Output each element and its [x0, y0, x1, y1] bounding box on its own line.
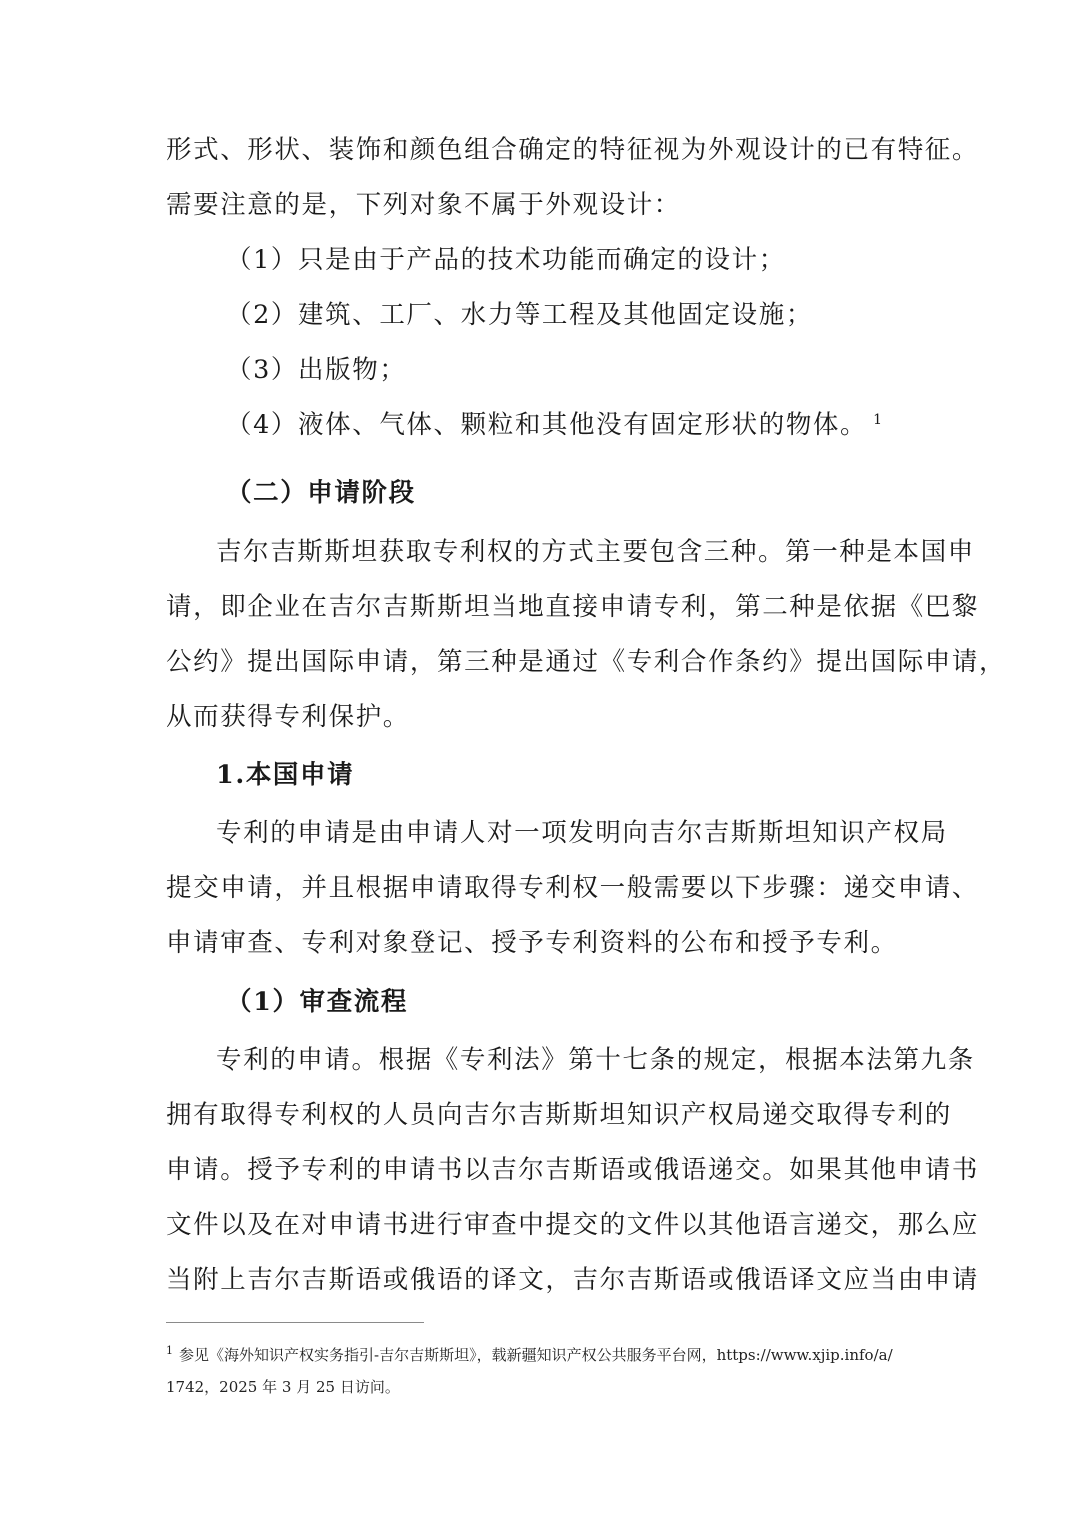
- paragraph-line: 请，即企业在吉尔吉斯斯坦当地直接申请专利，第二种是依据《巴黎: [166, 592, 980, 622]
- paragraph-line: 专利的申请。根据《专利法》第十七条的规定，根据本法第九条: [216, 1045, 975, 1075]
- paragraph-line: 当附上吉尔吉斯语或俄语的译文，吉尔吉斯语或俄语译文应当由申请: [166, 1265, 980, 1295]
- list-item: （3）出版物；: [226, 355, 407, 385]
- list-item-text: （4）液体、气体、颗粒和其他没有固定形状的物体。: [226, 410, 868, 440]
- paragraph-line: 形式、形状、装饰和颜色组合确定的特征视为外观设计的已有特征。: [166, 135, 980, 165]
- footnote-text: 参见《海外知识产权实务指引-吉尔吉斯斯坦》，载新疆知识产权公共服务平台网，https://www.xjip.info/a/: [179, 1346, 893, 1364]
- paragraph-line: 申请审查、专利对象登记、授予专利资料的公布和授予专利。: [166, 928, 898, 958]
- subsection-heading: （1）审查流程: [226, 987, 408, 1017]
- section-heading: （二）申请阶段: [226, 478, 416, 508]
- paragraph-line: 需要注意的是，下列对象不属于外观设计：: [166, 190, 681, 220]
- footnote-line: 1742，2025 年 3 月 25 日访问。: [166, 1378, 400, 1396]
- paragraph-line: 公约》提出国际申请，第三种是通过《专利合作条约》提出国际申请，: [166, 647, 1007, 677]
- footnote-reference: 1: [873, 411, 884, 428]
- paragraph-line: 专利的申请是由申请人对一项发明向吉尔吉斯斯坦知识产权局: [216, 818, 948, 848]
- paragraph-line: 拥有取得专利权的人员向吉尔吉斯斯坦知识产权局递交取得专利的: [166, 1100, 952, 1130]
- paragraph-line: 文件以及在对申请书进行审查中提交的文件以其他语言递交，那么应: [166, 1210, 980, 1240]
- paragraph-line: 申请。授予专利的申请书以吉尔吉斯语或俄语递交。如果其他申请书: [166, 1155, 980, 1185]
- paragraph-line: 吉尔吉斯斯坦获取专利权的方式主要包含三种。第一种是本国申: [216, 537, 975, 567]
- list-item: （2）建筑、工厂、水力等工程及其他固定设施；: [226, 300, 813, 330]
- footnote-line: [166, 1344, 918, 1366]
- list-item: （1）只是由于产品的技术功能而确定的设计；: [226, 245, 786, 275]
- paragraph-line: 提交申请，并且根据申请取得专利权一般需要以下步骤：递交申请、: [166, 873, 980, 903]
- footnote-divider: [166, 1322, 424, 1323]
- list-item: [226, 408, 976, 442]
- subsection-heading: 1.本国申请: [216, 760, 355, 790]
- paragraph-line: 从而获得专利保护。: [166, 702, 410, 732]
- footnote-marker: 1: [166, 1344, 173, 1357]
